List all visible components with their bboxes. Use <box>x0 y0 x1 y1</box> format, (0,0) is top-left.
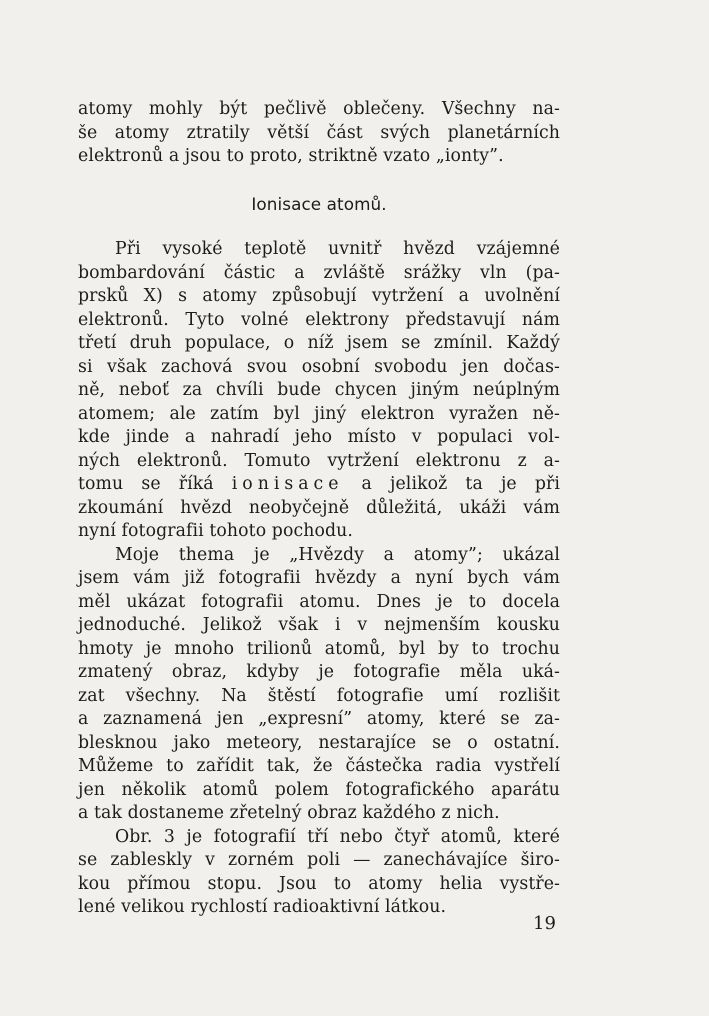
text-line: si však zachová svou osobní svobodu jen dočas- <box>78 356 560 377</box>
text-line: zmatený obraz, kdyby je fotografie měla uká- <box>78 662 560 682</box>
text-line: se zableskly v zorném poli — zanechávajíce širo- <box>78 850 560 870</box>
emphasized-term: ionisace <box>231 474 344 494</box>
text-line: Při vysoké teplotě uvnitř hvězd vzájemné <box>115 239 560 259</box>
text-line: elektronů a jsou to proto, striktně vzato „ionty”. <box>78 146 504 166</box>
text-line: měl ukázat fotografii atomu. Dnes je to docela <box>78 591 560 612</box>
text-line: hmoty je mnoho trilionů atomů, byl by to trochu <box>78 638 560 659</box>
paragraph-1 <box>78 98 560 169</box>
page-body <box>78 98 560 920</box>
text-line: prsků X) s atomy způsobují vytržení a uvolnění <box>78 286 560 306</box>
text-line: Můžeme to zařídit tak, že částečka radia vystřelí <box>78 756 560 776</box>
text-line: atomem; ale zatím byl jiný elektron vyražen ně- <box>78 403 560 424</box>
text-line: lené velikou rychlostí radioaktivní látkou. <box>78 897 447 917</box>
text-line: kou přímou stopu. Jsou to atomy helia vystře- <box>78 873 560 894</box>
text-line: jen několik atomů polem fotografického aparátu <box>78 779 560 800</box>
text-line: jednoduché. Jelikož však i v nejmenším kousku <box>78 615 560 635</box>
paragraph-3 <box>78 544 560 826</box>
text-line: elektronů. Tyto volné elektrony představují nám <box>78 309 560 330</box>
section-heading: Ionisace atomů. <box>251 193 387 214</box>
text-line: ných elektronů. Tomuto vytržení elektronu z a- <box>78 450 560 471</box>
text-line: atomy mohly být pečlivě oblečeny. Všechny na- <box>78 99 560 119</box>
text-line: Obr. 3 je fotografií tří nebo čtyř atomů, které <box>115 826 560 847</box>
text-line: še atomy ztratily větší část svých planetárních <box>78 122 560 143</box>
text-line: zat všechny. Na štěstí fotografie umí rozlišit <box>78 685 560 706</box>
text-line: bombardování částic a zvláště srážky vln (pa- <box>78 262 560 283</box>
text-fragment: tomu se říká <box>78 474 232 494</box>
text-line: blesknou jako meteory, nestarajíce se o ostatní. <box>78 732 560 753</box>
text-line: kde jinde a nahradí jeho místo v populaci vol- <box>78 427 560 447</box>
text-line: třetí druh populace, o níž jsem se zmínil. Každý <box>78 333 560 353</box>
paragraph-2 <box>78 238 560 544</box>
paragraph-4 <box>78 826 560 920</box>
text-line: zkoumání hvězd neobyčejně důležitá, ukáži vám <box>78 497 560 518</box>
text-line-ionisace <box>78 473 560 497</box>
text-line: ně, neboť za chvíli bude chycen jiným neúplným <box>78 380 560 400</box>
text-line: nyní fotografii tohoto pochodu. <box>78 521 353 541</box>
text-line: Moje thema je „Hvězdy a atomy”; ukázal <box>115 544 560 565</box>
text-line: jsem vám již fotografii hvězdy a nyní bych vám <box>78 568 560 588</box>
page-number: 19 <box>533 913 556 934</box>
text-line: a tak dostaneme zřetelný obraz každého z nich. <box>78 803 500 823</box>
text-fragment: a jelikož ta je při <box>343 474 560 494</box>
text-line: a zaznamená jen „expresní” atomy, které se za- <box>78 709 560 729</box>
